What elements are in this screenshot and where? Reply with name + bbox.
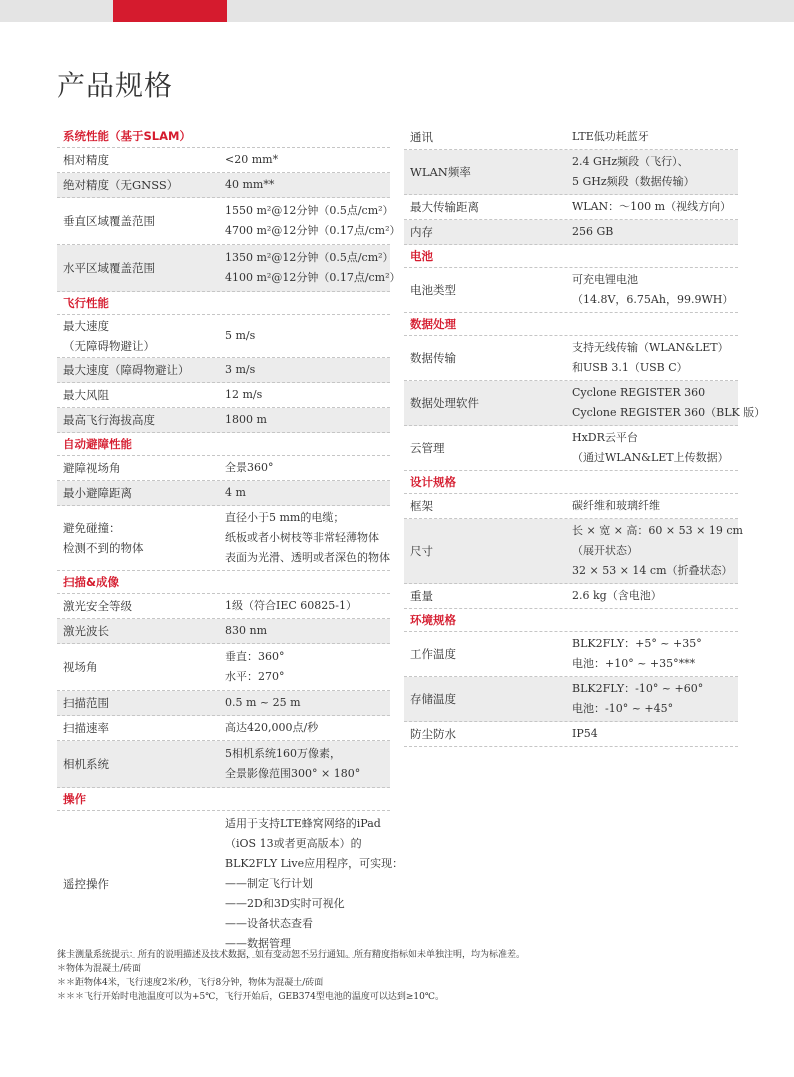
- page-title: 产品规格: [57, 69, 174, 102]
- spec-row: [404, 268, 738, 313]
- spec-value: [219, 245, 407, 291]
- spec-label-line: （无障碍物避让）: [63, 339, 155, 353]
- spec-value-line: 1550 m²@12分钟（0.5点/cm²）: [225, 204, 394, 217]
- spec-label-line: 数据传输: [410, 351, 456, 365]
- spec-row: [57, 619, 390, 644]
- spec-label: [57, 481, 219, 505]
- spec-value-line: <20 mm*: [225, 153, 279, 166]
- footnote-line: ＊物体为混凝土/砖面: [57, 964, 142, 974]
- spec-value: [566, 268, 739, 312]
- spec-label: [404, 519, 566, 583]
- spec-value-line: 纸板或者小树枝等非常轻薄物体: [225, 531, 379, 544]
- section-title: 系统性能（基于SLAM）: [63, 129, 191, 143]
- spec-row: [57, 481, 390, 506]
- spec-value-line: WLAN：～100 m（视线方向）: [572, 200, 732, 213]
- spec-value: [219, 811, 409, 957]
- section-header: [404, 313, 738, 336]
- spec-value-line: 256 GB: [572, 225, 614, 238]
- spec-label: [57, 148, 219, 172]
- spec-row: [57, 383, 390, 408]
- spec-row: [404, 125, 738, 150]
- section-header: [57, 125, 390, 148]
- spec-label: [57, 716, 219, 740]
- spec-value-line: 表面为光滑、透明或者深色的物体: [225, 551, 390, 564]
- footnotes: [57, 948, 757, 1004]
- section-title: 数据处理: [410, 317, 456, 331]
- spec-row: [404, 426, 738, 471]
- spec-label-line: 最小避障距离: [63, 486, 132, 500]
- spec-value-line: Cyclone REGISTER 360（BLK 版）: [572, 406, 766, 419]
- spec-label: [57, 198, 219, 244]
- spec-row: [404, 381, 766, 426]
- spec-value-line: （14.8V，6.75Ah，99.9WH）: [572, 293, 734, 306]
- spec-value-line: 2.4 GHz频段（飞行）、: [572, 155, 689, 168]
- spec-label-line: 激光安全等级: [63, 599, 132, 613]
- section-header: [404, 245, 738, 268]
- spec-value-line: ——2D和3D实时可视化: [225, 897, 345, 910]
- spec-value: [219, 619, 390, 643]
- spec-value-line: ——制定飞行计划: [225, 877, 313, 890]
- spec-row: [57, 198, 401, 245]
- footnote-line: 徕卡测量系统提示：所有的说明描述及技术数据，如有变动恕不另行通知。所有精度指标如未单独注明，均为标准差。: [57, 950, 526, 960]
- spec-row: [57, 716, 390, 741]
- spec-value-line: 可充电锂电池: [572, 273, 638, 286]
- section-header: [57, 433, 390, 456]
- spec-label-line: 内存: [410, 225, 433, 239]
- spec-row: [57, 741, 390, 788]
- section-title: 操作: [63, 792, 86, 806]
- spec-row: [404, 220, 738, 245]
- spec-value-line: 5相机系统160万像素，: [225, 747, 341, 760]
- spec-label-line: 水平区域覆盖范围: [63, 261, 155, 275]
- spec-value-line: 3 m/s: [225, 363, 256, 376]
- spec-label: [57, 173, 219, 197]
- spec-value-line: 0.5 m ~ 25 m: [225, 696, 301, 709]
- spec-label-line: 云管理: [410, 441, 445, 455]
- spec-value-line: 直径小于5 mm的电缆；: [225, 511, 345, 524]
- spec-table-left: [57, 125, 404, 958]
- spec-label: [57, 456, 219, 480]
- spec-value: [219, 594, 390, 618]
- spec-value-line: 支持无线传输（WLAN&LET）: [572, 341, 729, 354]
- spec-label-line: 重量: [410, 589, 433, 603]
- spec-value-line: 830 nm: [225, 624, 268, 637]
- spec-value: [219, 383, 390, 407]
- spec-value-line: Cyclone REGISTER 360: [572, 386, 706, 399]
- spec-label: [404, 632, 566, 676]
- spec-label-line: WLAN频率: [410, 165, 471, 179]
- spec-label: [57, 408, 219, 432]
- footnote-line: ＊＊＊飞行开始时电池温度可以为+5℃，飞行开始后，GEB374型电池的温度可以达到≥10℃。: [57, 992, 444, 1002]
- section-header: [57, 788, 390, 811]
- spec-row: [57, 315, 390, 358]
- spec-value-line: 电池：-10° ~ +45°: [572, 702, 674, 715]
- spec-value: [219, 644, 390, 690]
- spec-value-line: 1350 m²@12分钟（0.5点/cm²）: [225, 251, 394, 264]
- spec-value: [219, 741, 390, 787]
- spec-value-line: 水平：270°: [225, 670, 285, 683]
- spec-value-line: BLK2FLY：-10° ~ +60°: [572, 682, 704, 695]
- spec-row: [404, 677, 738, 722]
- spec-value-line: 5 m/s: [225, 329, 256, 342]
- section-title: 扫描&成像: [63, 575, 120, 589]
- section-header: [404, 609, 738, 632]
- spec-value-line: 电池：+10° ~ +35°***: [572, 657, 696, 670]
- spec-value: [219, 173, 390, 197]
- spec-value-line: ——数据管理: [225, 937, 291, 950]
- spec-label: [57, 315, 219, 357]
- spec-value-line: 4 m: [225, 486, 246, 499]
- spec-value: [566, 632, 738, 676]
- spec-row: [404, 584, 738, 609]
- spec-label-line: 相机系统: [63, 757, 109, 771]
- section-title: 环境规格: [410, 613, 456, 627]
- spec-value: [219, 481, 390, 505]
- spec-value-line: 32 × 53 × 14 cm（折叠状态）: [572, 564, 733, 577]
- spec-value-line: 2.6 kg（含电池）: [572, 589, 662, 602]
- spec-value-line: 全景360°: [225, 461, 274, 474]
- spec-label: [404, 336, 566, 380]
- spec-label: [57, 691, 219, 715]
- spec-row: [57, 358, 390, 383]
- spec-label-line: 最高飞行海拔高度: [63, 413, 155, 427]
- spec-row: [57, 506, 390, 571]
- spec-label: [57, 644, 219, 690]
- spec-value-line: BLK2FLY Live应用程序，可实现：: [225, 857, 404, 870]
- spec-value: [566, 426, 738, 470]
- spec-value: [566, 584, 738, 608]
- spec-value-line: LTE低功耗蓝牙: [572, 130, 649, 143]
- spec-value: [566, 336, 738, 380]
- spec-label-line: 相对精度: [63, 153, 109, 167]
- spec-label-line: 框架: [410, 499, 433, 513]
- spec-value: [219, 506, 396, 570]
- spec-row: [57, 173, 390, 198]
- spec-value: [566, 195, 738, 219]
- spec-row: [57, 594, 390, 619]
- spec-value: [219, 198, 407, 244]
- spec-value: [566, 150, 738, 194]
- section-header: [57, 292, 390, 315]
- spec-label: [57, 811, 219, 957]
- spec-label-line: 最大传输距离: [410, 200, 479, 214]
- spec-value-line: 1800 m: [225, 413, 267, 426]
- spec-value-line: BLK2FLY：+5° ~ +35°: [572, 637, 702, 650]
- spec-value-line: 1级（符合IEC 60825-1）: [225, 599, 357, 612]
- brand-accent-block: [113, 0, 227, 22]
- spec-value: [566, 494, 738, 518]
- spec-row: [57, 456, 390, 481]
- spec-label-line: 遥控操作: [63, 877, 109, 891]
- spec-row: [404, 722, 738, 747]
- spec-row: [57, 644, 390, 691]
- spec-label-line: 垂直区域覆盖范围: [63, 214, 155, 228]
- spec-value: [566, 220, 738, 244]
- section-title: 设计规格: [410, 475, 456, 489]
- section-title: 自动避障性能: [63, 437, 132, 451]
- spec-label: [404, 722, 566, 746]
- spec-label-line: 存储温度: [410, 692, 456, 706]
- spec-value: [219, 358, 390, 382]
- section-header: [404, 471, 738, 494]
- spec-label: [57, 383, 219, 407]
- spec-value-line: HxDR云平台: [572, 431, 638, 444]
- section-title: 电池: [410, 249, 433, 263]
- spec-value: [219, 716, 390, 740]
- spec-value: [566, 381, 771, 425]
- spec-value: [566, 677, 738, 721]
- spec-row: [404, 494, 738, 519]
- spec-label: [404, 494, 566, 518]
- spec-value: [566, 519, 749, 583]
- spec-label-line: 最大风阻: [63, 388, 109, 402]
- spec-value-line: 长 × 宽 × 高：60 × 53 × 19 cm: [572, 524, 743, 537]
- spec-label: [57, 506, 219, 570]
- spec-label-line: 避免碰撞：: [63, 521, 121, 535]
- spec-value-line: 4700 m²@12分钟（0.17点/cm²）: [225, 224, 401, 237]
- spec-label: [57, 619, 219, 643]
- spec-value: [566, 722, 738, 746]
- spec-label-line: 防尘防水: [410, 727, 456, 741]
- spec-value-line: 适用于支持LTE蜂窝网络的iPad: [225, 817, 381, 830]
- spec-value: [219, 148, 390, 172]
- spec-row: [404, 632, 738, 677]
- spec-value-line: 12 m/s: [225, 388, 263, 401]
- spec-value-line: 40 mm**: [225, 178, 275, 191]
- spec-label: [57, 245, 219, 291]
- spec-label-line: 最大速度: [63, 319, 109, 333]
- spec-label-line: 扫描速率: [63, 721, 109, 735]
- spec-label: [404, 426, 566, 470]
- spec-value-line: 垂直：360°: [225, 650, 285, 663]
- spec-label: [57, 594, 219, 618]
- spec-value-line: （iOS 13或者更高版本）的: [225, 837, 362, 850]
- spec-value: [566, 125, 738, 149]
- spec-row: [57, 408, 390, 433]
- spec-row: [57, 691, 390, 716]
- spec-row: [404, 150, 738, 195]
- top-bar: [0, 0, 794, 22]
- spec-label: [404, 220, 566, 244]
- spec-value-line: 全景影像范围300° × 180°: [225, 767, 361, 780]
- spec-label: [404, 381, 566, 425]
- spec-label: [404, 195, 566, 219]
- section-title: 飞行性能: [63, 296, 109, 310]
- spec-value-line: 5 GHz频段（数据传输）: [572, 175, 695, 188]
- spec-row: [404, 336, 738, 381]
- spec-row: [57, 811, 404, 958]
- spec-row: [57, 148, 390, 173]
- spec-value: [219, 691, 390, 715]
- spec-label: [57, 741, 219, 787]
- spec-value-line: 和USB 3.1（USB C）: [572, 361, 688, 374]
- spec-label-line: 检测不到的物体: [63, 541, 144, 555]
- spec-label: [404, 268, 566, 312]
- spec-label: [404, 150, 566, 194]
- spec-row: [57, 245, 401, 292]
- spec-label-line: 激光波长: [63, 624, 109, 638]
- spec-label-line: 最大速度（障碍物避让）: [63, 363, 190, 377]
- spec-label-line: 通讯: [410, 130, 433, 144]
- spec-value: [219, 456, 390, 480]
- spec-value-line: 碳纤维和玻璃纤维: [572, 499, 660, 512]
- spec-label-line: 电池类型: [410, 283, 456, 297]
- spec-value-line: （通过WLAN&LET上传数据）: [572, 451, 729, 464]
- spec-label-line: 数据处理软件: [410, 396, 479, 410]
- spec-label-line: 避障视场角: [63, 461, 121, 475]
- spec-label: [57, 358, 219, 382]
- spec-label: [404, 584, 566, 608]
- section-header: [57, 571, 390, 594]
- spec-label: [404, 125, 566, 149]
- spec-label-line: 视场角: [63, 660, 98, 674]
- spec-table-right: [404, 125, 766, 747]
- spec-row: [404, 195, 738, 220]
- spec-value: [219, 408, 390, 432]
- spec-row: [404, 519, 743, 584]
- spec-value: [219, 315, 390, 357]
- spec-label-line: 绝对精度（无GNSS）: [63, 178, 179, 192]
- spec-value-line: IP54: [572, 727, 598, 740]
- spec-label: [404, 677, 566, 721]
- spec-label-line: 工作温度: [410, 647, 456, 661]
- spec-value-line: ——设备状态查看: [225, 917, 313, 930]
- spec-value-line: 高达420,000点/秒: [225, 721, 319, 734]
- spec-label-line: 扫描范围: [63, 696, 109, 710]
- spec-value-line: 4100 m²@12分钟（0.17点/cm²）: [225, 271, 401, 284]
- footnote-line: ＊＊距物体4米，飞行速度2米/秒，飞行8分钟，物体为混凝土/砖面: [57, 978, 324, 988]
- spec-value-line: （展开状态）: [572, 544, 638, 557]
- spec-label-line: 尺寸: [410, 544, 433, 558]
